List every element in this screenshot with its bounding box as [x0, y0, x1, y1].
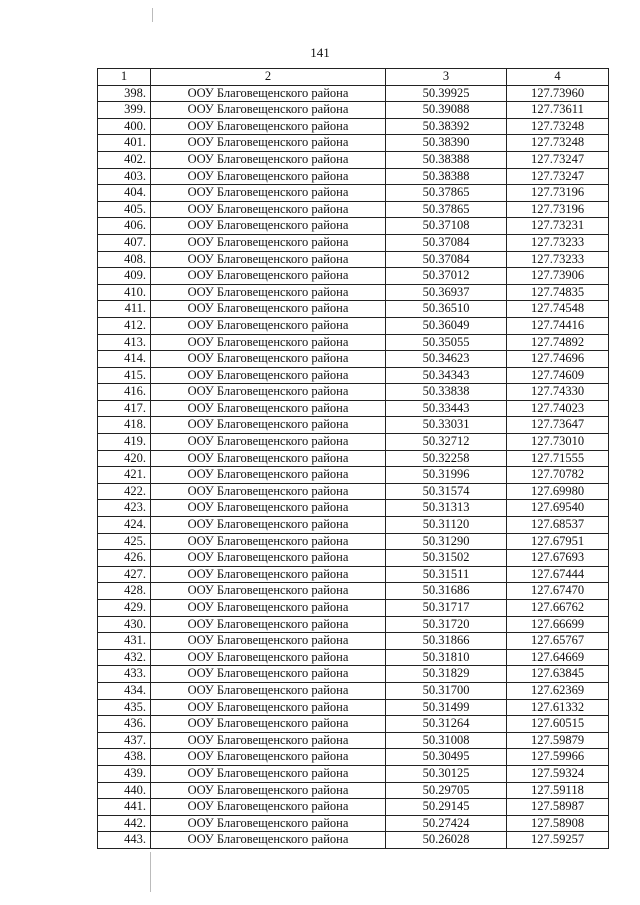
latitude-value: 50.31313	[386, 500, 507, 517]
organization-name: ООУ Благовещенского района	[151, 716, 386, 733]
longitude-value: 127.73248	[507, 118, 609, 135]
longitude-value: 127.59879	[507, 732, 609, 749]
table-row	[98, 185, 609, 202]
table-row	[98, 317, 609, 334]
table-row	[98, 118, 609, 135]
longitude-value: 127.69980	[507, 483, 609, 500]
longitude-value: 127.73647	[507, 417, 609, 434]
longitude-value: 127.74696	[507, 351, 609, 368]
row-number: 442.	[98, 815, 151, 832]
latitude-value: 50.26028	[386, 832, 507, 849]
row-number: 406.	[98, 218, 151, 235]
longitude-value: 127.69540	[507, 500, 609, 517]
longitude-value: 127.73010	[507, 434, 609, 451]
organization-name: ООУ Благовещенского района	[151, 284, 386, 301]
longitude-value: 127.74892	[507, 334, 609, 351]
longitude-value: 127.59966	[507, 749, 609, 766]
row-number: 439.	[98, 765, 151, 782]
latitude-value: 50.31810	[386, 649, 507, 666]
longitude-value: 127.64669	[507, 649, 609, 666]
table-row	[98, 384, 609, 401]
latitude-value: 50.33838	[386, 384, 507, 401]
latitude-value: 50.37108	[386, 218, 507, 235]
latitude-value: 50.32712	[386, 434, 507, 451]
organization-name: ООУ Благовещенского района	[151, 583, 386, 600]
row-number: 404.	[98, 185, 151, 202]
longitude-value: 127.73960	[507, 85, 609, 102]
row-number: 443.	[98, 832, 151, 849]
row-number: 418.	[98, 417, 151, 434]
row-number: 419.	[98, 434, 151, 451]
organization-name: ООУ Благовещенского района	[151, 185, 386, 202]
table-row	[98, 301, 609, 318]
table-row	[98, 367, 609, 384]
latitude-value: 50.29705	[386, 782, 507, 799]
longitude-value: 127.61332	[507, 699, 609, 716]
table-row	[98, 151, 609, 168]
row-number: 435.	[98, 699, 151, 716]
table-row	[98, 400, 609, 417]
table-row	[98, 417, 609, 434]
latitude-value: 50.38392	[386, 118, 507, 135]
longitude-value: 127.59118	[507, 782, 609, 799]
longitude-value: 127.67470	[507, 583, 609, 600]
latitude-value: 50.39925	[386, 85, 507, 102]
longitude-value: 127.67693	[507, 550, 609, 567]
longitude-value: 127.59324	[507, 765, 609, 782]
latitude-value: 50.30495	[386, 749, 507, 766]
longitude-value: 127.58908	[507, 815, 609, 832]
longitude-value: 127.70782	[507, 467, 609, 484]
table-row	[98, 434, 609, 451]
longitude-value: 127.73196	[507, 185, 609, 202]
latitude-value: 50.31574	[386, 483, 507, 500]
longitude-value: 127.74416	[507, 317, 609, 334]
table-row	[98, 550, 609, 567]
row-number: 416.	[98, 384, 151, 401]
table-row	[98, 500, 609, 517]
organization-name: ООУ Благовещенского района	[151, 483, 386, 500]
organization-name: ООУ Благовещенского района	[151, 500, 386, 517]
organization-name: ООУ Благовещенского района	[151, 550, 386, 567]
table-row	[98, 334, 609, 351]
row-number: 422.	[98, 483, 151, 500]
latitude-value: 50.31502	[386, 550, 507, 567]
latitude-value: 50.30125	[386, 765, 507, 782]
row-number: 425.	[98, 533, 151, 550]
row-number: 417.	[98, 400, 151, 417]
latitude-value: 50.31120	[386, 517, 507, 534]
table-row	[98, 533, 609, 550]
table-row	[98, 732, 609, 749]
latitude-value: 50.31717	[386, 600, 507, 617]
organization-name: ООУ Благовещенского района	[151, 151, 386, 168]
latitude-value: 50.38388	[386, 168, 507, 185]
row-number: 413.	[98, 334, 151, 351]
latitude-value: 50.31829	[386, 666, 507, 683]
organization-name: ООУ Благовещенского района	[151, 616, 386, 633]
organization-name: ООУ Благовещенского района	[151, 732, 386, 749]
longitude-value: 127.60515	[507, 716, 609, 733]
row-number: 431.	[98, 633, 151, 650]
coordinates-table	[97, 68, 609, 849]
longitude-value: 127.74609	[507, 367, 609, 384]
longitude-value: 127.67444	[507, 566, 609, 583]
latitude-value: 50.31996	[386, 467, 507, 484]
latitude-value: 50.35055	[386, 334, 507, 351]
latitude-value: 50.27424	[386, 815, 507, 832]
latitude-value: 50.31700	[386, 682, 507, 699]
longitude-value: 127.73611	[507, 102, 609, 119]
latitude-value: 50.34623	[386, 351, 507, 368]
organization-name: ООУ Благовещенского района	[151, 517, 386, 534]
table-row	[98, 749, 609, 766]
table-row	[98, 450, 609, 467]
row-number: 409.	[98, 268, 151, 285]
organization-name: ООУ Благовещенского района	[151, 351, 386, 368]
organization-name: ООУ Благовещенского района	[151, 649, 386, 666]
longitude-value: 127.68537	[507, 517, 609, 534]
longitude-value: 127.73233	[507, 251, 609, 268]
latitude-value: 50.36510	[386, 301, 507, 318]
organization-name: ООУ Благовещенского района	[151, 765, 386, 782]
table-row	[98, 716, 609, 733]
organization-name: ООУ Благовещенского района	[151, 533, 386, 550]
page-number: 141	[310, 45, 330, 60]
table-row	[98, 782, 609, 799]
latitude-value: 50.31511	[386, 566, 507, 583]
organization-name: ООУ Благовещенского района	[151, 832, 386, 849]
organization-name: ООУ Благовещенского района	[151, 682, 386, 699]
table-row	[98, 102, 609, 119]
row-number: 437.	[98, 732, 151, 749]
row-number: 433.	[98, 666, 151, 683]
table-row	[98, 765, 609, 782]
organization-name: ООУ Благовещенского района	[151, 400, 386, 417]
table-row	[98, 351, 609, 368]
row-number: 403.	[98, 168, 151, 185]
latitude-value: 50.38390	[386, 135, 507, 152]
row-number: 410.	[98, 284, 151, 301]
organization-name: ООУ Благовещенского района	[151, 384, 386, 401]
row-number: 426.	[98, 550, 151, 567]
table-row	[98, 799, 609, 816]
organization-name: ООУ Благовещенского района	[151, 566, 386, 583]
latitude-value: 50.31720	[386, 616, 507, 633]
row-number: 421.	[98, 467, 151, 484]
longitude-value: 127.62369	[507, 682, 609, 699]
longitude-value: 127.63845	[507, 666, 609, 683]
organization-name: ООУ Благовещенского района	[151, 301, 386, 318]
longitude-value: 127.73247	[507, 168, 609, 185]
longitude-value: 127.71555	[507, 450, 609, 467]
table-row	[98, 566, 609, 583]
latitude-value: 50.33443	[386, 400, 507, 417]
row-number: 436.	[98, 716, 151, 733]
table-row	[98, 832, 609, 849]
table-body	[98, 85, 609, 848]
table-row	[98, 633, 609, 650]
organization-name: ООУ Благовещенского района	[151, 251, 386, 268]
organization-name: ООУ Благовещенского района	[151, 102, 386, 119]
table-row	[98, 218, 609, 235]
organization-name: ООУ Благовещенского района	[151, 268, 386, 285]
organization-name: ООУ Благовещенского района	[151, 666, 386, 683]
table-row	[98, 168, 609, 185]
row-number: 399.	[98, 102, 151, 119]
table-row	[98, 135, 609, 152]
row-number: 414.	[98, 351, 151, 368]
latitude-value: 50.37012	[386, 268, 507, 285]
column-header: 4	[507, 69, 609, 86]
latitude-value: 50.32258	[386, 450, 507, 467]
longitude-value: 127.74548	[507, 301, 609, 318]
organization-name: ООУ Благовещенского района	[151, 334, 386, 351]
row-number: 400.	[98, 118, 151, 135]
row-number: 432.	[98, 649, 151, 666]
table-row	[98, 517, 609, 534]
longitude-value: 127.73248	[507, 135, 609, 152]
table-row	[98, 649, 609, 666]
table-row	[98, 583, 609, 600]
longitude-value: 127.59257	[507, 832, 609, 849]
scan-mark	[150, 852, 151, 892]
organization-name: ООУ Благовещенского района	[151, 799, 386, 816]
row-number: 423.	[98, 500, 151, 517]
latitude-value: 50.39088	[386, 102, 507, 119]
row-number: 411.	[98, 301, 151, 318]
organization-name: ООУ Благовещенского района	[151, 135, 386, 152]
longitude-value: 127.58987	[507, 799, 609, 816]
organization-name: ООУ Благовещенского района	[151, 434, 386, 451]
organization-name: ООУ Благовещенского района	[151, 168, 386, 185]
organization-name: ООУ Благовещенского района	[151, 699, 386, 716]
organization-name: ООУ Благовещенского района	[151, 749, 386, 766]
row-number: 407.	[98, 234, 151, 251]
row-number: 427.	[98, 566, 151, 583]
table-row	[98, 600, 609, 617]
longitude-value: 127.66699	[507, 616, 609, 633]
table-row	[98, 85, 609, 102]
table-header	[98, 69, 609, 86]
column-header: 2	[151, 69, 386, 86]
row-number: 401.	[98, 135, 151, 152]
latitude-value: 50.37084	[386, 251, 507, 268]
organization-name: ООУ Благовещенского района	[151, 234, 386, 251]
table-row	[98, 268, 609, 285]
table-row	[98, 682, 609, 699]
longitude-value: 127.73233	[507, 234, 609, 251]
latitude-value: 50.31866	[386, 633, 507, 650]
scan-mark	[152, 8, 153, 22]
latitude-value: 50.36937	[386, 284, 507, 301]
row-number: 405.	[98, 201, 151, 218]
latitude-value: 50.29145	[386, 799, 507, 816]
latitude-value: 50.36049	[386, 317, 507, 334]
organization-name: ООУ Благовещенского района	[151, 633, 386, 650]
table-row	[98, 666, 609, 683]
latitude-value: 50.33031	[386, 417, 507, 434]
table-row	[98, 699, 609, 716]
longitude-value: 127.74023	[507, 400, 609, 417]
longitude-value: 127.73247	[507, 151, 609, 168]
table-row	[98, 201, 609, 218]
row-number: 402.	[98, 151, 151, 168]
table-row	[98, 616, 609, 633]
organization-name: ООУ Благовещенского района	[151, 815, 386, 832]
row-number: 415.	[98, 367, 151, 384]
row-number: 408.	[98, 251, 151, 268]
table-row	[98, 234, 609, 251]
longitude-value: 127.74835	[507, 284, 609, 301]
latitude-value: 50.31686	[386, 583, 507, 600]
row-number: 398.	[98, 85, 151, 102]
table-row	[98, 815, 609, 832]
latitude-value: 50.31264	[386, 716, 507, 733]
latitude-value: 50.31008	[386, 732, 507, 749]
organization-name: ООУ Благовещенского района	[151, 218, 386, 235]
longitude-value: 127.67951	[507, 533, 609, 550]
table-row	[98, 483, 609, 500]
row-number: 420.	[98, 450, 151, 467]
longitude-value: 127.66762	[507, 600, 609, 617]
latitude-value: 50.34343	[386, 367, 507, 384]
row-number: 441.	[98, 799, 151, 816]
row-number: 438.	[98, 749, 151, 766]
row-number: 434.	[98, 682, 151, 699]
longitude-value: 127.73906	[507, 268, 609, 285]
organization-name: ООУ Благовещенского района	[151, 367, 386, 384]
organization-name: ООУ Благовещенского района	[151, 417, 386, 434]
organization-name: ООУ Благовещенского района	[151, 600, 386, 617]
latitude-value: 50.37865	[386, 185, 507, 202]
table-row	[98, 284, 609, 301]
column-header: 3	[386, 69, 507, 86]
row-number: 424.	[98, 517, 151, 534]
longitude-value: 127.73196	[507, 201, 609, 218]
latitude-value: 50.37865	[386, 201, 507, 218]
longitude-value: 127.74330	[507, 384, 609, 401]
row-number: 440.	[98, 782, 151, 799]
organization-name: ООУ Благовещенского района	[151, 782, 386, 799]
organization-name: ООУ Благовещенского района	[151, 450, 386, 467]
row-number: 428.	[98, 583, 151, 600]
organization-name: ООУ Благовещенского района	[151, 467, 386, 484]
latitude-value: 50.31499	[386, 699, 507, 716]
table-row	[98, 467, 609, 484]
header-row	[98, 69, 609, 86]
row-number: 430.	[98, 616, 151, 633]
organization-name: ООУ Благовещенского района	[151, 85, 386, 102]
organization-name: ООУ Благовещенского района	[151, 201, 386, 218]
row-number: 429.	[98, 600, 151, 617]
latitude-value: 50.38388	[386, 151, 507, 168]
column-header: 1	[98, 69, 151, 86]
organization-name: ООУ Благовещенского района	[151, 317, 386, 334]
row-number: 412.	[98, 317, 151, 334]
latitude-value: 50.31290	[386, 533, 507, 550]
latitude-value: 50.37084	[386, 234, 507, 251]
longitude-value: 127.65767	[507, 633, 609, 650]
longitude-value: 127.73231	[507, 218, 609, 235]
table-row	[98, 251, 609, 268]
organization-name: ООУ Благовещенского района	[151, 118, 386, 135]
